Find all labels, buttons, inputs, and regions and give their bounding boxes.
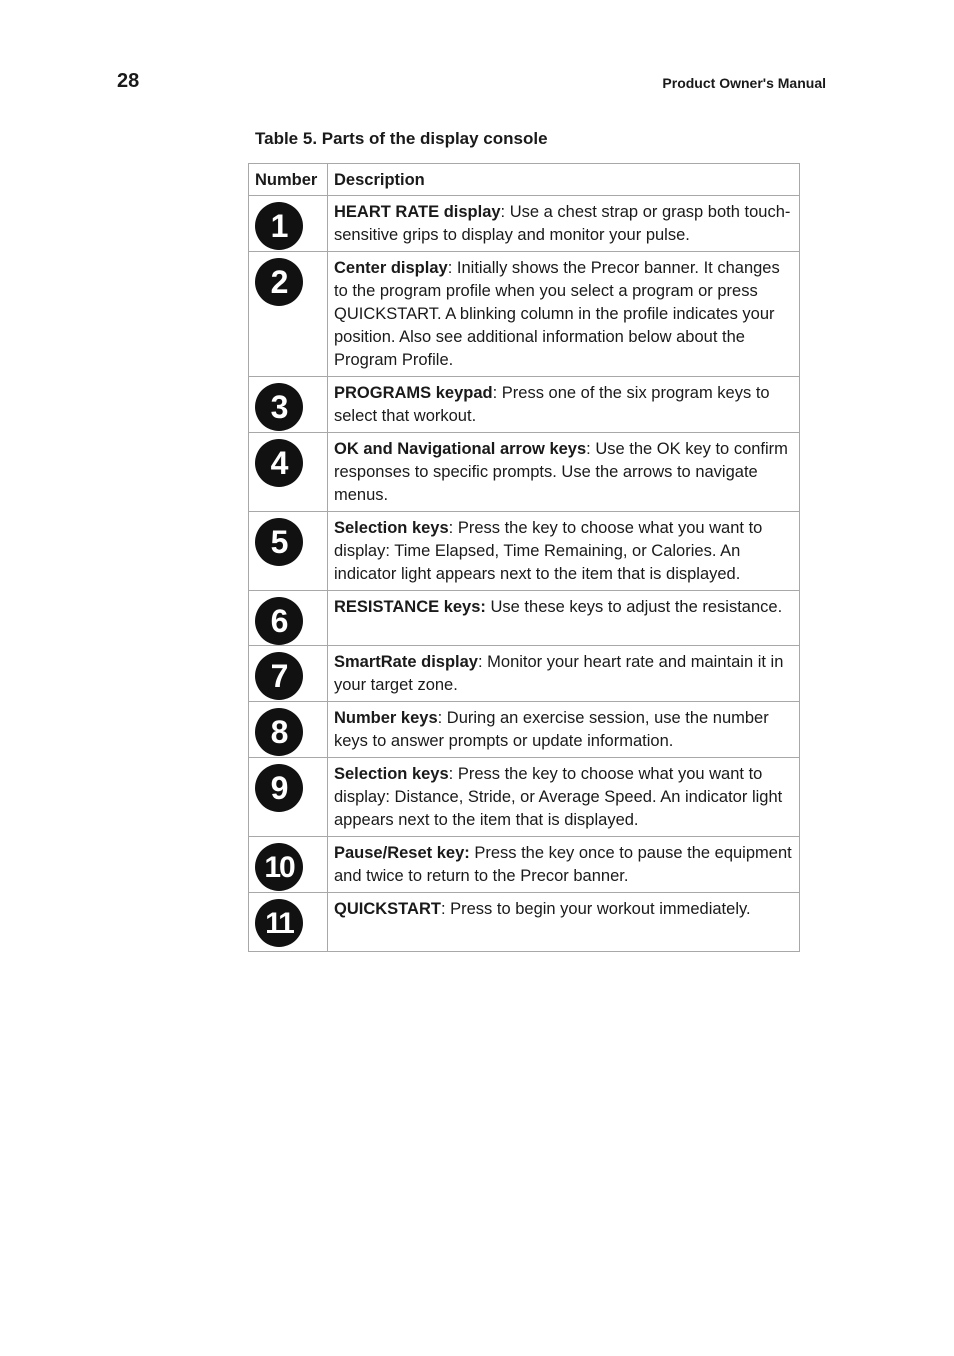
item-description: Press the key once to pause the equipment and twice to return to the Precor banner. <box>334 844 792 885</box>
number-badge: 4 <box>255 439 303 487</box>
table-caption: Table 5. Parts of the display console <box>255 129 548 148</box>
description-cell <box>328 591 800 646</box>
item-description: : Press the key to choose what you want to display: Time Elapsed, Time Remaining, or Calories. An indicator light appears next to the item that is displayed. <box>334 519 763 583</box>
column-header-description: Description <box>328 164 800 196</box>
number-cell <box>249 646 328 702</box>
number-badge: 3 <box>255 383 303 431</box>
item-term: Number keys <box>334 709 438 727</box>
description-cell <box>328 893 800 952</box>
number-badge: 9 <box>255 764 303 812</box>
description-cell <box>328 377 800 433</box>
number-cell <box>249 758 328 837</box>
number-cell <box>249 252 328 377</box>
number-badge: 10 <box>255 843 303 891</box>
running-header: Product Owner's Manual <box>662 75 826 91</box>
item-term: OK and Navigational arrow keys <box>334 440 587 458</box>
description-cell <box>328 196 800 252</box>
item-term: QUICKSTART <box>334 900 441 918</box>
table-row <box>249 591 800 646</box>
item-term: Selection keys <box>334 519 449 537</box>
item-description: Use these keys to adjust the resistance. <box>485 598 783 616</box>
item-term: HEART RATE display <box>334 203 501 221</box>
number-cell <box>249 837 328 893</box>
item-description: : Use a chest strap or grasp both touch-sensitive grips to display and monitor your pulse. <box>334 203 791 244</box>
number-cell <box>249 196 328 252</box>
number-badge: 8 <box>255 708 303 756</box>
table-row <box>249 702 800 758</box>
description-cell <box>328 252 800 377</box>
table-row <box>249 646 800 702</box>
table-row <box>249 837 800 893</box>
table-row <box>249 196 800 252</box>
item-description: : Press the key to choose what you want to display: Distance, Stride, or Average Speed. An indicator light appears next to the item that is displayed. <box>334 765 783 829</box>
item-description: : During an exercise session, use the number keys to answer prompts or update information. <box>334 709 769 750</box>
number-cell <box>249 433 328 512</box>
parts-table <box>248 163 800 952</box>
description-cell <box>328 702 800 758</box>
item-description: : Press to begin your workout immediately. <box>440 900 751 918</box>
description-cell <box>328 646 800 702</box>
description-cell <box>328 512 800 591</box>
item-term: Center display <box>334 259 448 277</box>
description-cell <box>328 433 800 512</box>
table-row <box>249 252 800 377</box>
number-cell <box>249 591 328 646</box>
number-badge: 2 <box>255 258 303 306</box>
column-header-number: Number <box>249 164 328 196</box>
table-row <box>249 433 800 512</box>
item-term: SmartRate display <box>334 653 478 671</box>
table-row <box>249 893 800 952</box>
number-badge: 6 <box>255 597 303 645</box>
number-cell <box>249 893 328 952</box>
number-badge: 7 <box>255 652 303 700</box>
number-cell <box>249 702 328 758</box>
item-description: : Monitor your heart rate and maintain it in your target zone. <box>334 653 784 694</box>
item-term: PROGRAMS keypad <box>334 384 493 402</box>
description-cell <box>328 837 800 893</box>
number-badge: 1 <box>255 202 303 250</box>
item-term: RESISTANCE keys: <box>334 598 486 616</box>
table-header-row <box>249 164 800 196</box>
number-badge: 5 <box>255 518 303 566</box>
item-description: : Initially shows the Precor banner. It changes to the program profile when you select a program or press QUICKSTART. A blinking column in the profile indicates your position. Also see additional information below about the Program Profile. <box>334 259 780 369</box>
item-description: : Press one of the six program keys to select that workout. <box>334 384 770 425</box>
number-cell <box>249 512 328 591</box>
description-cell <box>328 758 800 837</box>
table-row <box>249 377 800 433</box>
table-row <box>249 758 800 837</box>
number-badge: 11 <box>255 899 303 947</box>
item-term: Selection keys <box>334 765 449 783</box>
page-number: 28 <box>117 70 140 92</box>
item-description: : Use the OK key to confirm responses to specific prompts. Use the arrows to navigate menus. <box>334 440 788 504</box>
number-cell <box>249 377 328 433</box>
item-term: Pause/Reset key: <box>334 844 470 862</box>
table-row <box>249 512 800 591</box>
